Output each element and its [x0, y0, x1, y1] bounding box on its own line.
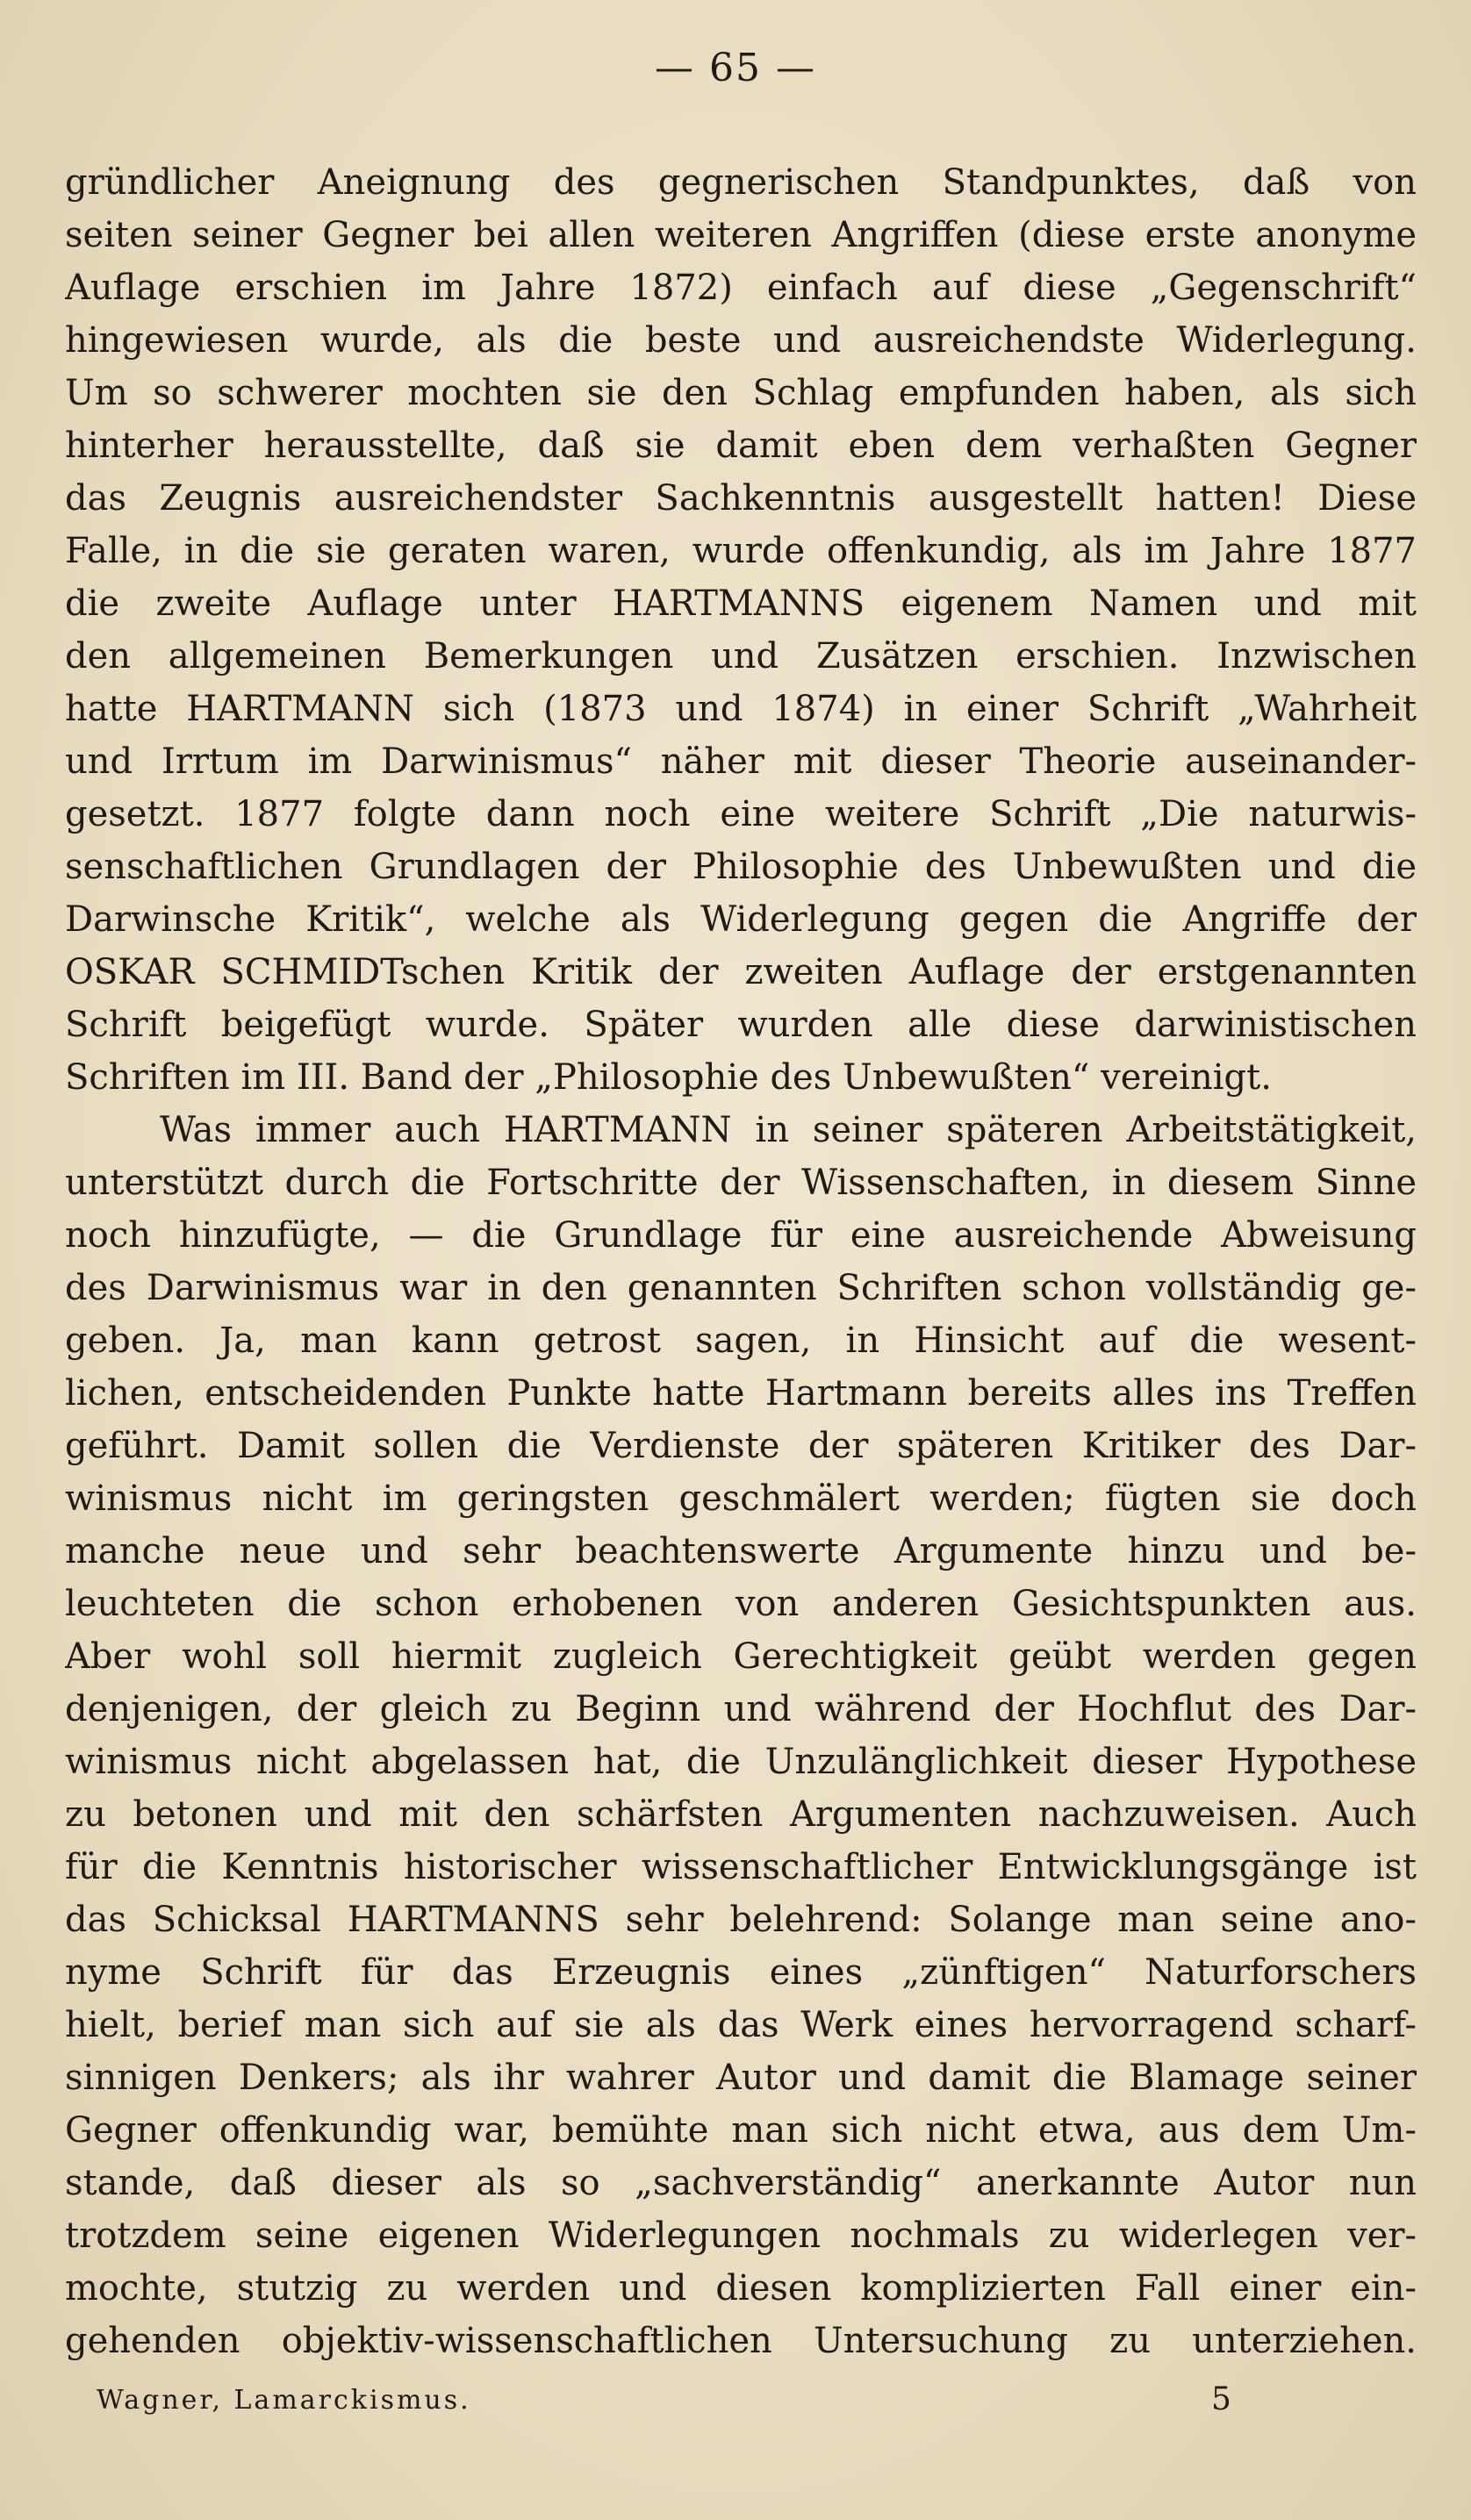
text-line: geführt. Damit sollen die Verdienste der späteren Kritiker des Dar- — [65, 1426, 1417, 1466]
text-line: das Schicksal HARTMANNS sehr belehrend: Solange man seine ano- — [65, 1900, 1417, 1940]
text-line: denjenigen, der gleich zu Beginn und während der Hochflut des Dar- — [65, 1689, 1417, 1729]
text-line: die zweite Auflage unter HARTMANNS eigenem Namen und mit — [65, 583, 1417, 624]
signature-mark: 5 — [1211, 2381, 1231, 2417]
text-line: mochte, stutzig zu werden und diesen komplizierten Fall einer ein- — [65, 2268, 1417, 2309]
text-line: Auflage erschien im Jahre 1872) einfach auf diese „Gegenschrift“ — [65, 268, 1417, 308]
text-line: hingewiesen wurde, als die beste und ausreichendste Widerlegung. — [65, 320, 1417, 361]
text-line: Darwinsche Kritik“, welche als Widerlegung gegen die Angriffe der — [65, 899, 1417, 940]
text-line: gesetzt. 1877 folgte dann noch eine weitere Schrift „Die naturwis- — [65, 794, 1417, 834]
text-line: hielt, berief man sich auf sie als das Werk eines hervorragend scharf- — [65, 2005, 1417, 2045]
text-line: das Zeugnis ausreichendster Sachkenntnis ausgestellt hatten! Diese — [65, 478, 1417, 519]
text-line: Aber wohl soll hiermit zugleich Gerechtigkeit geübt werden gegen — [65, 1636, 1417, 1677]
text-line: gründlicher Aneignung des gegnerischen Standpunktes, daß von — [65, 162, 1417, 203]
running-footer-title: Wagner, Lamarckismus. — [97, 2385, 471, 2416]
text-line: und Irrtum im Darwinismus“ näher mit dieser Theorie auseinander- — [65, 741, 1417, 782]
text-line-paragraph-end: Schriften im III. Band der „Philosophie des Unbewußten“ vereinigt. — [65, 1057, 1272, 1098]
text-line-paragraph-start: Was immer auch HARTMANN in seiner späteren Arbeitstätigkeit, — [160, 1110, 1417, 1150]
text-line: gehenden objektiv-wissenschaftlichen Untersuchung zu unterziehen. — [65, 2321, 1417, 2361]
text-line: trotzdem seine eigenen Widerlegungen nochmals zu widerlegen ver- — [65, 2216, 1417, 2256]
body-text — [65, 156, 1417, 2367]
text-line: manche neue und sehr beachtenswerte Argumente hinzu und be- — [65, 1531, 1417, 1571]
text-line: unterstützt durch die Fortschritte der Wissenschaften, in diesem Sinne — [65, 1163, 1417, 1203]
text-line: hatte HARTMANN sich (1873 und 1874) in einer Schrift „Wahrheit — [65, 689, 1417, 729]
text-line: Um so schwerer mochten sie den Schlag empfunden haben, als sich — [65, 373, 1417, 413]
text-line: zu betonen und mit den schärfsten Argumenten nachzuweisen. Auch — [65, 1794, 1417, 1835]
text-line: den allgemeinen Bemerkungen und Zusätzen erschien. Inzwischen — [65, 636, 1417, 677]
text-line: leuchteten die schon erhobenen von anderen Gesichtspunkten aus. — [65, 1584, 1417, 1624]
text-line: noch hinzufügte, — die Grundlage für eine ausreichende Abweisung — [65, 1215, 1417, 1256]
text-line: winismus nicht im geringsten geschmälert werden; fügten sie doch — [65, 1478, 1417, 1519]
text-line: für die Kenntnis historischer wissenschaftlicher Entwicklungsgänge ist — [65, 1847, 1417, 1887]
text-line: seiten seiner Gegner bei allen weiteren Angriffen (diese erste anonyme — [65, 215, 1417, 255]
text-line: geben. Ja, man kann getrost sagen, in Hinsicht auf die wesent- — [65, 1321, 1417, 1361]
text-line: Gegner offenkundig war, bemühte man sich nicht etwa, aus dem Um- — [65, 2110, 1417, 2151]
text-line: des Darwinismus war in den genannten Schriften schon vollständig ge- — [65, 1268, 1417, 1308]
text-line: OSKAR SCHMIDTschen Kritik der zweiten Auflage der erstgenannten — [65, 952, 1417, 992]
text-line: senschaftlichen Grundlagen der Philosophie des Unbewußten und die — [65, 847, 1417, 887]
text-line: hinterher herausstellte, daß sie damit eben dem verhaßten Gegner — [65, 426, 1417, 466]
page-number: — 65 — — [655, 46, 816, 90]
text-line: lichen, entscheidenden Punkte hatte Hartmann bereits alles ins Treffen — [65, 1373, 1417, 1414]
text-line: Schrift beigefügt wurde. Später wurden alle diese darwinistischen — [65, 1005, 1417, 1045]
text-line: Falle, in die sie geraten waren, wurde offenkundig, als im Jahre 1877 — [65, 531, 1417, 571]
text-line: stande, daß dieser als so „sachverständig“ anerkannte Autor nun — [65, 2163, 1417, 2203]
text-line: sinnigen Denkers; als ihr wahrer Autor und damit die Blamage seiner — [65, 2058, 1417, 2098]
text-line: winismus nicht abgelassen hat, die Unzulänglichkeit dieser Hypothese — [65, 1742, 1417, 1782]
text-line: nyme Schrift für das Erzeugnis eines „zünftigen“ Naturforschers — [65, 1952, 1417, 1993]
